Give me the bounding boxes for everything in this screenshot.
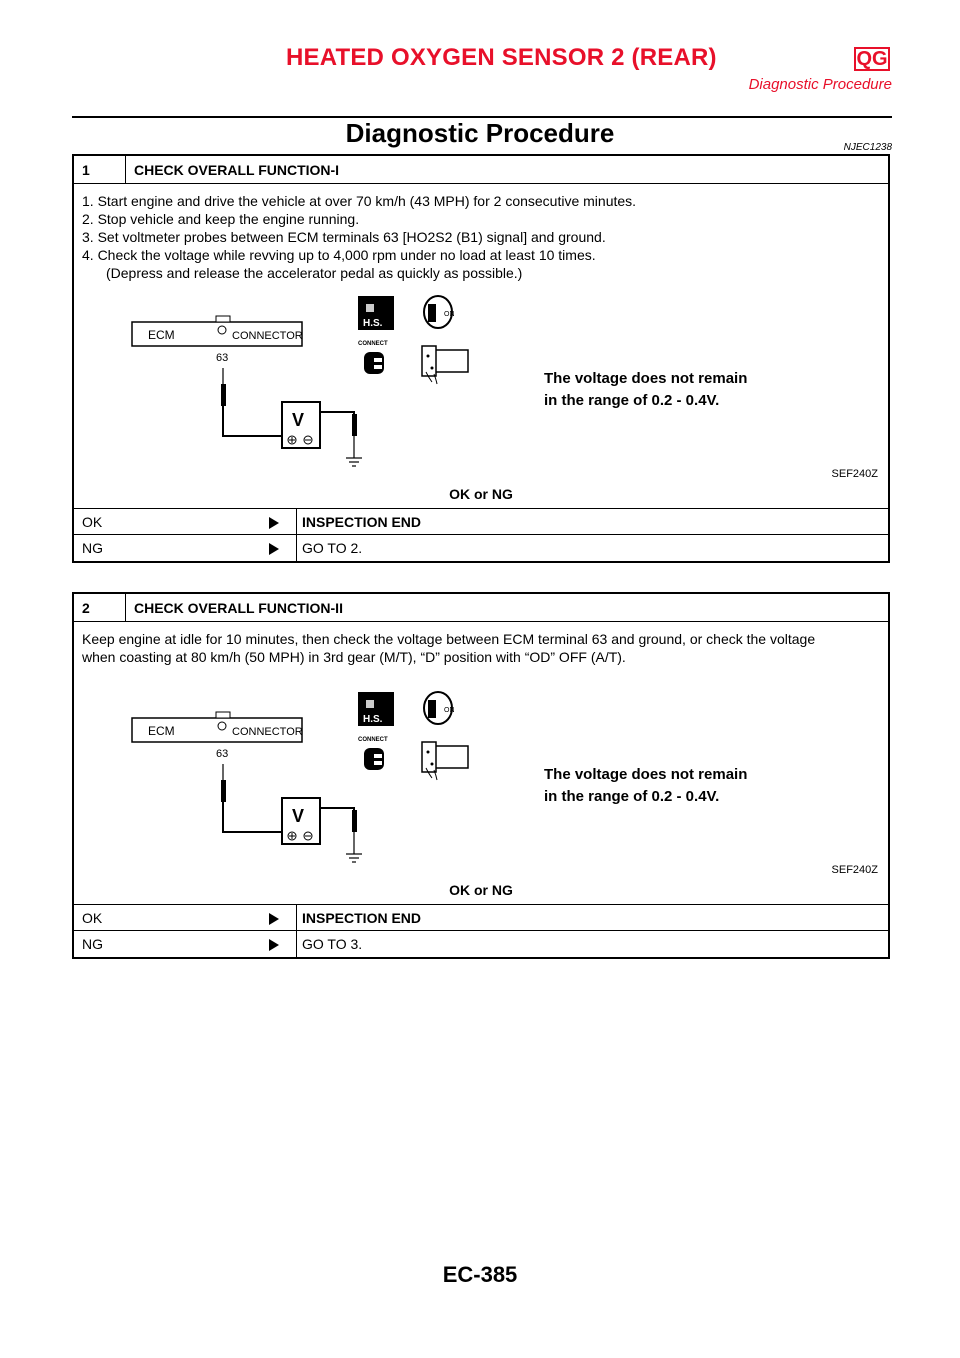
page-title: Diagnostic Procedure: [345, 118, 615, 148]
wiring-figure: [82, 282, 482, 482]
result-row-ok: [74, 905, 888, 931]
connect-plug-icon: [364, 352, 384, 374]
step-number: 1: [74, 156, 126, 183]
instruction-line: 1. Start engine and drive the vehicle at over 70 km/h (43 MPH) for 2 consecutive minutes.: [82, 193, 637, 209]
ignition-on-label: ON: [444, 707, 455, 714]
voltmeter-symbol: V: [292, 806, 305, 826]
section-title: HEATED OXYGEN SENSOR 2 (REAR): [286, 44, 717, 71]
result-row-ok: [74, 509, 888, 535]
voltmeter-symbol: V: [292, 410, 305, 430]
terminal-number: 63: [216, 748, 229, 760]
step-body: [74, 622, 888, 905]
reference-code: NJEC1238: [843, 142, 892, 153]
voltage-line: The voltage does not remain: [544, 766, 748, 783]
expected-voltage: [544, 368, 747, 412]
result-action: GO TO 2.: [302, 540, 363, 556]
result-label: NG: [82, 936, 103, 952]
engine-badge: QG: [854, 47, 890, 71]
result-row-ng: [74, 931, 888, 957]
result-label: NG: [82, 540, 103, 556]
voltage-line: in the range of 0.2 - 0.4V.: [544, 392, 720, 409]
column-divider: [296, 509, 297, 534]
connect-label: CONNECT: [358, 341, 388, 347]
result-action: GO TO 3.: [302, 936, 363, 952]
arrow-right-icon: [269, 543, 279, 555]
instruction-line: when coasting at 80 km/h (50 MPH) in 3rd gear (M/T), “D” position with “OD” OFF (A/T).: [82, 649, 626, 665]
terminal-number: 63: [216, 352, 229, 364]
ok-or-ng-label: OK or NG: [449, 486, 513, 502]
step-title: CHECK OVERALL FUNCTION-II: [134, 600, 343, 616]
probe-icon: [221, 780, 226, 802]
voltmeter-diagram: [82, 282, 880, 482]
hs-label: H.S.: [363, 318, 383, 329]
voltmeter-diagram: [82, 678, 880, 878]
page-number: EC-385: [442, 1262, 518, 1287]
instruction-line: Keep engine at idle for 10 minutes, then check the voltage between ECM terminal 63 and ground, or check the voltage: [82, 631, 816, 647]
column-divider: [296, 905, 297, 930]
procedure-step-1: [72, 154, 890, 563]
ok-or-ng-label: OK or NG: [449, 882, 513, 898]
step-body: [74, 184, 888, 509]
arrow-right-icon: [269, 517, 279, 529]
arrow-right-icon: [269, 913, 279, 925]
probe-icon: [221, 384, 226, 406]
hs-label: H.S.: [363, 714, 383, 725]
expected-voltage: [544, 764, 747, 808]
arrow-right-icon: [269, 939, 279, 951]
step-header: [74, 156, 888, 184]
instruction-line: 4. Check the voltage while revving up to 4,000 rpm under no load at least 10 times.: [82, 247, 596, 263]
voltage-line: The voltage does not remain: [544, 370, 748, 387]
connect-label: CONNECT: [358, 737, 388, 743]
figure-code: SEF240Z: [831, 864, 878, 876]
step-number: 2: [74, 594, 126, 621]
voltage-line: in the range of 0.2 - 0.4V.: [544, 788, 720, 805]
connect-plug-icon: [364, 748, 384, 770]
instruction-line: 2. Stop vehicle and keep the engine running.: [82, 211, 360, 227]
column-divider: [296, 931, 297, 957]
ecm-label: ECM: [148, 724, 175, 738]
instruction-line: (Depress and release the accelerator pedal as quickly as possible.): [106, 265, 523, 281]
wiring-figure: [82, 678, 482, 878]
result-row-ng: [74, 535, 888, 561]
procedure-step-2: [72, 592, 890, 959]
result-label: OK: [82, 514, 103, 530]
connector-label: CONNECTOR: [232, 330, 303, 342]
result-label: OK: [82, 910, 103, 926]
step-title: CHECK OVERALL FUNCTION-I: [134, 162, 340, 178]
ignition-on-label: ON: [444, 311, 455, 318]
result-action: INSPECTION END: [302, 910, 422, 926]
step-header: [74, 594, 888, 622]
section-subtitle: Diagnostic Procedure: [748, 76, 892, 93]
result-action: INSPECTION END: [302, 514, 422, 530]
probe-icon: [352, 414, 357, 436]
instruction-line: 3. Set voltmeter probes between ECM terminals 63 [HO2S2 (B1) signal] and ground.: [82, 229, 606, 245]
probe-icon: [352, 810, 357, 832]
connector-label: CONNECTOR: [232, 726, 303, 738]
ecm-label: ECM: [148, 328, 175, 342]
figure-code: SEF240Z: [831, 468, 878, 480]
column-divider: [296, 535, 297, 561]
